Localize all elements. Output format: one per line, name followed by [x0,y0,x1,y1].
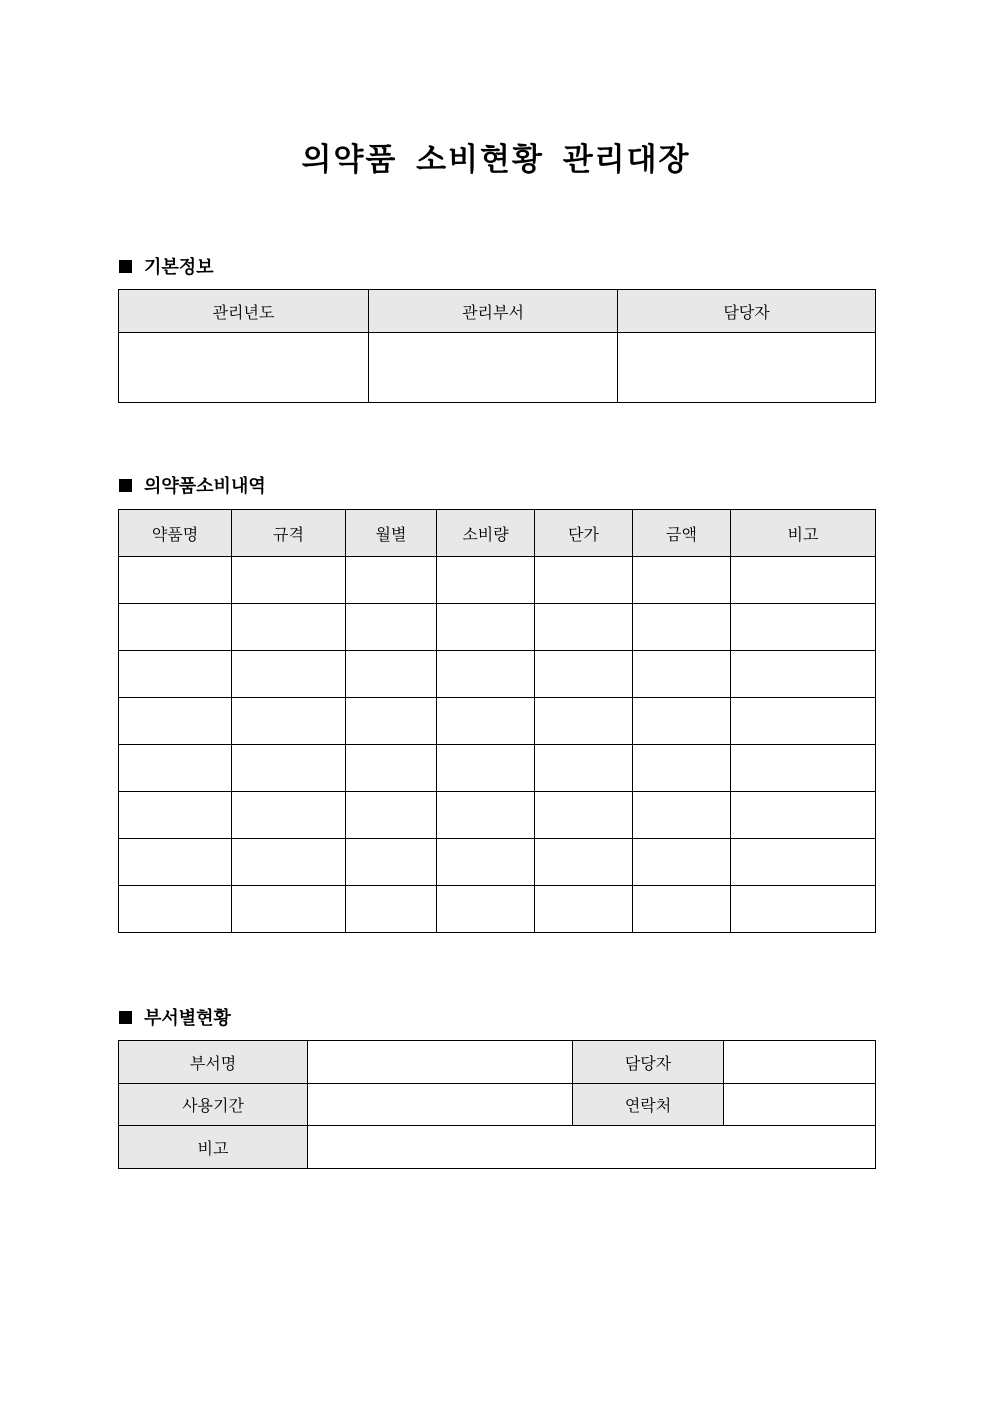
table-cell[interactable] [437,745,535,792]
label-dept-name: 부서명 [119,1041,308,1084]
table-cell[interactable] [437,604,535,651]
table-cell[interactable] [731,745,876,792]
table-cell[interactable] [633,886,731,933]
table-row [119,886,876,933]
table-cell[interactable] [346,792,437,839]
table-cell[interactable] [633,698,731,745]
basic-info-table [118,289,876,403]
table-row [119,651,876,698]
table-cell[interactable] [119,651,232,698]
table-row [119,557,876,604]
table-cell[interactable] [346,557,437,604]
table-row [119,604,876,651]
table-cell[interactable] [731,604,876,651]
table-cell[interactable] [437,839,535,886]
section-heading-department-label: 부서별현황 [144,1008,231,1029]
table-cell[interactable] [119,604,232,651]
table-cell[interactable] [346,886,437,933]
field-dept-name[interactable] [308,1041,573,1084]
cell-management-dept[interactable] [369,333,618,403]
table-cell[interactable] [346,604,437,651]
table-row [119,839,876,886]
table-cell[interactable] [633,651,731,698]
department-table [118,1040,876,1169]
label-remarks: 비고 [119,1126,308,1169]
table-cell[interactable] [119,839,232,886]
label-contact: 연락처 [573,1084,724,1126]
table-cell[interactable] [232,604,346,651]
header-remarks: 비고 [731,510,876,557]
cell-person-in-charge[interactable] [618,333,876,403]
table-cell[interactable] [535,839,633,886]
table-cell[interactable] [346,698,437,745]
label-usage-period: 사용기간 [119,1084,308,1126]
table-cell[interactable] [731,886,876,933]
table-cell[interactable] [119,886,232,933]
table-cell[interactable] [731,792,876,839]
table-cell[interactable] [633,839,731,886]
table-cell[interactable] [535,651,633,698]
table-cell[interactable] [437,886,535,933]
table-cell[interactable] [119,792,232,839]
table-cell[interactable] [119,745,232,792]
table-cell[interactable] [119,557,232,604]
square-bullet-icon [119,1011,132,1024]
cell-management-year[interactable] [119,333,369,403]
table-cell[interactable] [437,651,535,698]
table-cell[interactable] [232,557,346,604]
table-cell[interactable] [535,698,633,745]
field-usage-period[interactable] [308,1084,573,1126]
table-cell[interactable] [535,557,633,604]
table-row [119,698,876,745]
table-cell[interactable] [437,698,535,745]
field-remarks[interactable] [308,1126,876,1169]
section-heading-consumption [119,472,266,498]
table-cell[interactable] [232,698,346,745]
table-cell[interactable] [633,745,731,792]
table-cell[interactable] [232,839,346,886]
table-cell[interactable] [232,792,346,839]
table-cell[interactable] [535,792,633,839]
section-heading-consumption-label: 의약품소비내역 [144,476,266,497]
header-management-year: 관리년도 [119,290,369,333]
header-monthly: 월별 [346,510,437,557]
section-heading-basic [119,253,214,279]
table-cell[interactable] [633,557,731,604]
header-management-dept: 관리부서 [369,290,618,333]
field-manager[interactable] [724,1041,876,1084]
header-consumption-qty: 소비량 [437,510,535,557]
table-cell[interactable] [731,651,876,698]
table-cell[interactable] [731,839,876,886]
header-unit-price: 단가 [535,510,633,557]
table-cell[interactable] [731,698,876,745]
consumption-table [118,509,876,933]
square-bullet-icon [119,479,132,492]
field-contact[interactable] [724,1084,876,1126]
table-row [119,792,876,839]
table-row [119,745,876,792]
table-cell[interactable] [232,651,346,698]
table-cell[interactable] [232,886,346,933]
page-title: 의약품 소비현황 관리대장 [301,142,691,178]
table-cell[interactable] [633,792,731,839]
table-cell[interactable] [437,557,535,604]
label-manager: 담당자 [573,1041,724,1084]
header-amount: 금액 [633,510,731,557]
section-heading-basic-label: 기본정보 [144,257,214,278]
table-cell[interactable] [346,839,437,886]
table-cell[interactable] [535,886,633,933]
header-person-in-charge: 담당자 [618,290,876,333]
table-cell[interactable] [535,745,633,792]
section-heading-department [119,1004,231,1030]
table-cell[interactable] [346,745,437,792]
header-specification: 규격 [232,510,346,557]
table-cell[interactable] [119,698,232,745]
square-bullet-icon [119,260,132,273]
table-cell[interactable] [633,604,731,651]
table-cell[interactable] [437,792,535,839]
table-cell[interactable] [346,651,437,698]
table-cell[interactable] [535,604,633,651]
table-cell[interactable] [232,745,346,792]
table-cell[interactable] [731,557,876,604]
header-drug-name: 약품명 [119,510,232,557]
